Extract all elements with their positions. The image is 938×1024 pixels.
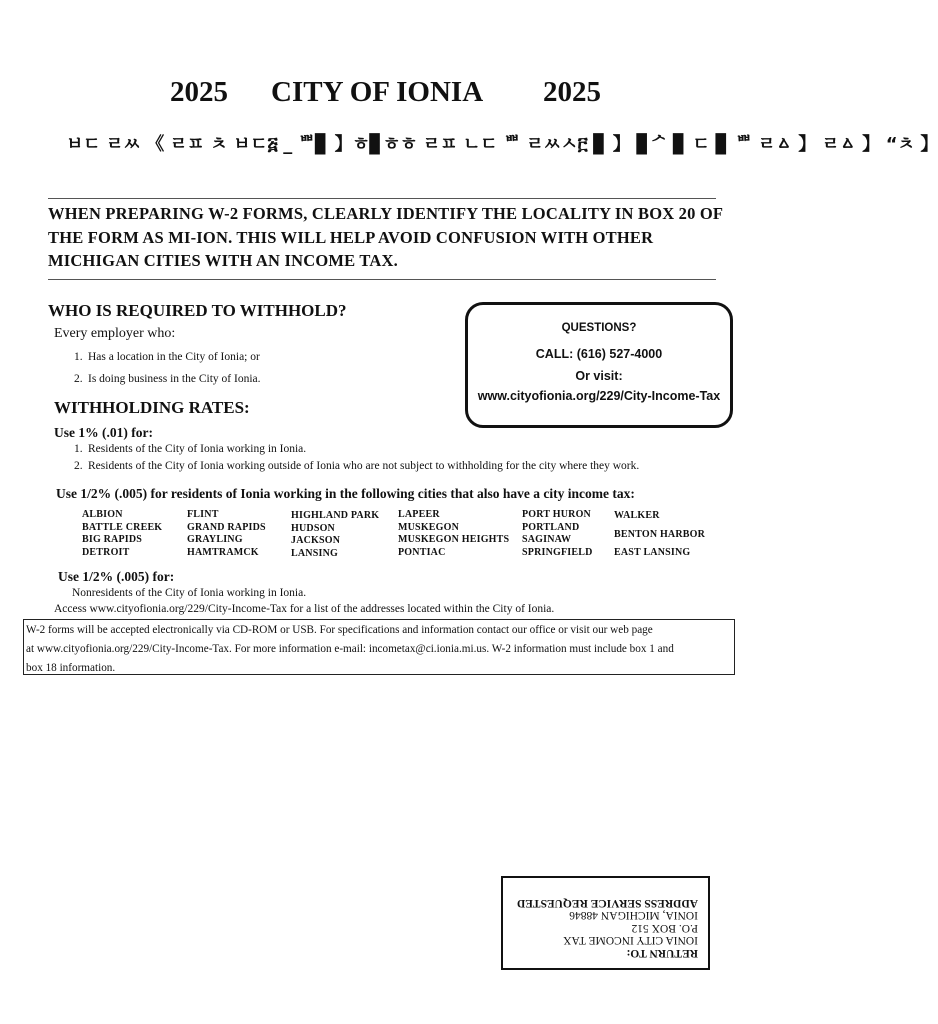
city-column [522, 509, 593, 559]
item-number: 2. [74, 460, 83, 472]
return-address-box [501, 876, 710, 970]
questions-box [465, 302, 733, 428]
electronic-filing-box [23, 619, 735, 675]
electronic-line: at www.cityofionia.org/229/City-Income-Tax. For more information e-mail: incometax@ci.ionia.mi.us. W-2 information must include box 1 and [26, 643, 674, 655]
questions-title: QUESTIONS? [561, 322, 637, 334]
electronic-line: box 18 information. [26, 662, 116, 674]
city-name: GRAND RAPIDS [187, 521, 266, 533]
return-line: IONIA, MICHIGAN 48846 [569, 909, 698, 922]
city-name: FLINT [187, 509, 219, 520]
page-title: CITY OF IONIA [271, 76, 484, 108]
city-name: PORT HURON [522, 509, 591, 520]
city-name: LANSING [291, 547, 338, 559]
city-column [614, 510, 705, 560]
questions-phone: CALL: (616) 527-4000 [535, 347, 663, 361]
city-name: WALKER [614, 510, 660, 521]
locality-notice: WHEN PREPARING W-2 FORMS, CLEARLY IDENTIFY THE LOCALITY IN BOX 20 OF THE FORM AS MI-ION. THIS WILL HELP AVOID CONFUSION WITH OTHER MICHIGAN CITIES WITH AN INCOME TAX. [48, 204, 723, 270]
city-name: ALBION [82, 509, 123, 520]
item-text: Is doing business in the City of Ionia. [88, 373, 261, 385]
city-name: DETROIT [82, 546, 130, 558]
city-column [398, 509, 509, 559]
city-name: BIG RAPIDS [82, 534, 143, 545]
city-name: HAMTRAMCK [187, 546, 259, 558]
rates-heading: WITHHOLDING RATES: [54, 398, 250, 417]
city-name: JACKSON [291, 535, 341, 546]
rate-item [74, 443, 306, 455]
address-list-note: Access www.cityofionia.org/229/City-Income-Tax for a list of the addresses located within the City of Ionia. [54, 603, 555, 615]
return-line: IONIA CITY INCOME TAX [563, 934, 698, 947]
return-label: RETURN TO: [626, 947, 698, 959]
use-half-pct-cities-heading: Use 1/2% (.005) for residents of Ionia working in the following cities that also have a city income tax: [56, 486, 635, 501]
city-column [291, 510, 379, 560]
item-number: 1. [74, 351, 83, 363]
page-header [0, 76, 770, 116]
city-name: GRAYLING [187, 534, 243, 545]
city-name: HUDSON [291, 522, 335, 534]
questions-or-visit: Or visit: [575, 369, 623, 383]
city-column [187, 509, 266, 559]
city-name: LAPEER [398, 509, 440, 520]
city-name: PONTIAC [398, 546, 446, 558]
who-intro: Every employer who: [54, 326, 176, 341]
year-right: 2025 [543, 76, 601, 108]
city-name: MUSKEGON [398, 521, 460, 533]
nonres-text: Nonresidents of the City of Ionia working in Ionia. [72, 587, 307, 599]
rate-item [74, 460, 639, 472]
item-number: 2. [74, 373, 83, 385]
return-line: P.O. BOX 512 [631, 922, 698, 934]
item-text: Has a location in the City of Ionia; or [88, 351, 260, 363]
return-address-text [503, 878, 708, 968]
who-item [74, 373, 261, 385]
garbled-banner-text: ㅂㄷ ㄹㅆ 《 ㄹㅍ ㅊ ㅂㄷ፭ _ ᄈ▊ 】ㅎ▊ㅎㅎ ㄹㅍ ㄴㄷ ᄈ ㄹㅆㅅ፫ ▊ 】 ▊ᄼ ▊ ㄷ ▊ ᄈ ㄹㅿ 】 ㄹㅿ 】 “ㅊ 】 [66, 134, 938, 155]
year-left: 2025 [170, 76, 228, 108]
top-divider [48, 198, 716, 199]
item-text: Residents of the City of Ionia working in Ionia. [88, 443, 307, 455]
city-name: BATTLE CREEK [82, 521, 163, 533]
electronic-line: W-2 forms will be accepted electronically via CD-ROM or USB. For specifications and information contact our office or visit our web page [26, 624, 653, 636]
who-item [74, 351, 260, 363]
city-name: MUSKEGON HEIGHTS [398, 534, 510, 545]
who-heading: WHO IS REQUIRED TO WITHHOLD? [48, 301, 347, 320]
item-number: 1. [74, 443, 83, 455]
city-name: PORTLAND [522, 521, 580, 533]
city-name: HIGHLAND PARK [291, 510, 380, 521]
item-text: Residents of the City of Ionia working outside of Ionia who are not subject to withholding for the city where they work. [88, 460, 640, 472]
return-line: ADDRESS SERVICE REQUESTED [516, 897, 698, 909]
use-1pct-heading: Use 1% (.01) for: [54, 425, 153, 440]
use-half-pct-nonres-heading: Use 1/2% (.005) for: [58, 569, 175, 584]
bottom-divider [48, 279, 716, 280]
city-name: SPRINGFIELD [522, 546, 593, 558]
city-name: EAST LANSING [614, 547, 691, 558]
city-column [82, 509, 162, 559]
city-name: BENTON HARBOR [614, 528, 706, 540]
city-name: SAGINAW [522, 534, 572, 545]
questions-link[interactable]: www.cityofionia.org/229/City-Income-Tax [477, 389, 721, 403]
